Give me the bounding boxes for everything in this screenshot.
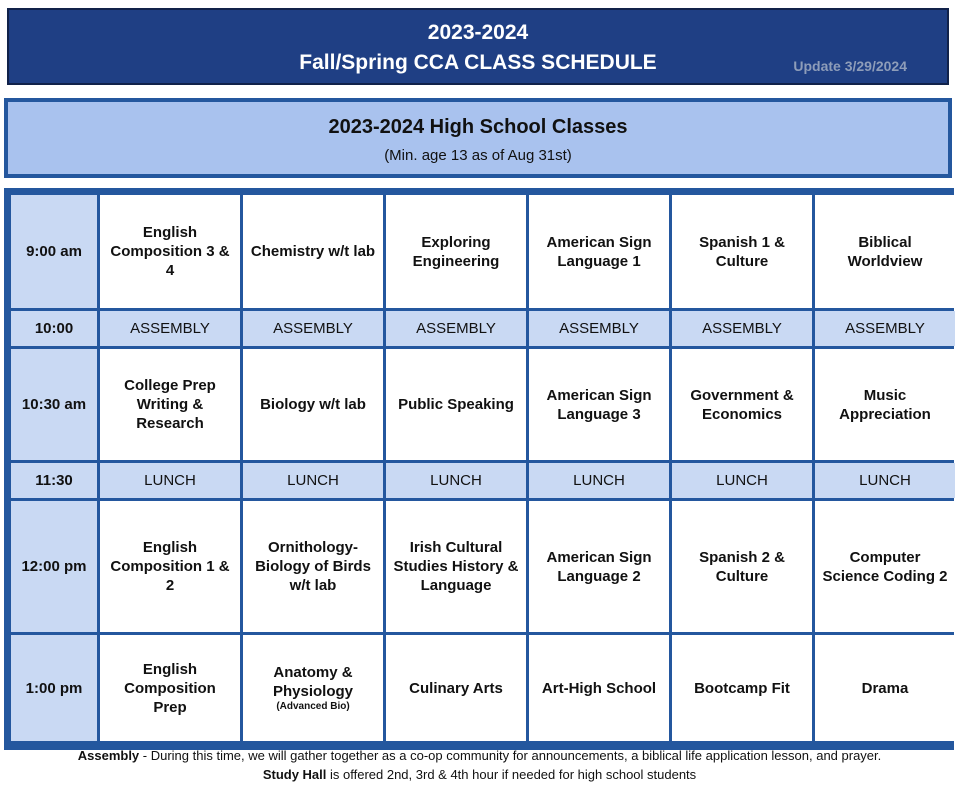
assembly-cell: ASSEMBLY <box>672 311 812 346</box>
class-cell: English Composition 3 & 4 <box>100 195 240 308</box>
time-cell: 1:00 pm <box>11 635 97 741</box>
time-cell: 12:00 pm <box>11 501 97 632</box>
time-cell: 9:00 am <box>11 195 97 308</box>
time-cell: 10:00 <box>11 311 97 346</box>
assembly-note <box>0 748 959 763</box>
class-cell: Irish Cultural Studies History & Language <box>386 501 526 632</box>
lunch-cell: LUNCH <box>386 463 526 498</box>
class-cell: American Sign Language 1 <box>529 195 669 308</box>
assembly-label: Assembly <box>77 748 140 763</box>
class-cell: Biblical Worldview <box>815 195 955 308</box>
study-hall-text: is offered 2nd, 3rd & 4th hour if needed for high school students <box>326 767 697 782</box>
class-cell: Drama <box>815 635 955 741</box>
lunch-cell: LUNCH <box>243 463 383 498</box>
section-banner <box>4 98 952 178</box>
assembly-cell: ASSEMBLY <box>243 311 383 346</box>
class-name: Anatomy & Physiology <box>272 664 354 700</box>
class-cell: American Sign Language 3 <box>529 349 669 460</box>
time-cell: 10:30 am <box>11 349 97 460</box>
schedule-grid <box>4 188 954 750</box>
update-date: Update 3/29/2024 <box>793 58 907 74</box>
assembly-cell: ASSEMBLY <box>100 311 240 346</box>
assembly-text: - During this time, we will gather together as a co-op community for announcements, a biblical life application lesson, and prayer. <box>139 748 882 763</box>
lunch-cell: LUNCH <box>815 463 955 498</box>
assembly-cell: ASSEMBLY <box>815 311 955 346</box>
class-cell: College Prep Writing & Research <box>100 349 240 460</box>
section-subtitle: (Min. age 13 as of Aug 31st) <box>384 147 572 164</box>
class-cell: Computer Science Coding 2 <box>815 501 955 632</box>
assembly-cell: ASSEMBLY <box>386 311 526 346</box>
class-cell-anatomy <box>243 635 383 741</box>
class-cell: English Composition 1 & 2 <box>100 501 240 632</box>
header-year: 2023-2024 <box>427 21 529 44</box>
class-cell: Spanish 1 & Culture <box>672 195 812 308</box>
header-title: Fall/Spring CCA CLASS SCHEDULE <box>299 51 657 74</box>
class-cell: Public Speaking <box>386 349 526 460</box>
time-cell: 11:30 <box>11 463 97 498</box>
lunch-cell: LUNCH <box>672 463 812 498</box>
class-cell: Spanish 2 & Culture <box>672 501 812 632</box>
class-cell: English Composition Prep <box>100 635 240 741</box>
class-cell: Music Appreciation <box>815 349 955 460</box>
page-header <box>7 8 949 85</box>
class-cell: Government & Economics <box>672 349 812 460</box>
class-cell: Bootcamp Fit <box>672 635 812 741</box>
class-cell: Biology w/t lab <box>243 349 383 460</box>
study-hall-note <box>0 767 959 782</box>
class-cell: Art-High School <box>529 635 669 741</box>
class-cell: Chemistry w/t lab <box>243 195 383 308</box>
lunch-cell: LUNCH <box>100 463 240 498</box>
class-cell: Ornithology- Biology of Birds w/t lab <box>243 501 383 632</box>
class-cell: Exploring Engineering <box>386 195 526 308</box>
assembly-cell: ASSEMBLY <box>529 311 669 346</box>
section-title: 2023-2024 High School Classes <box>328 116 628 138</box>
study-hall-label: Study Hall <box>262 767 327 782</box>
class-note: (Advanced Bio) <box>276 701 350 712</box>
class-cell: Culinary Arts <box>386 635 526 741</box>
lunch-cell: LUNCH <box>529 463 669 498</box>
class-cell: American Sign Language 2 <box>529 501 669 632</box>
